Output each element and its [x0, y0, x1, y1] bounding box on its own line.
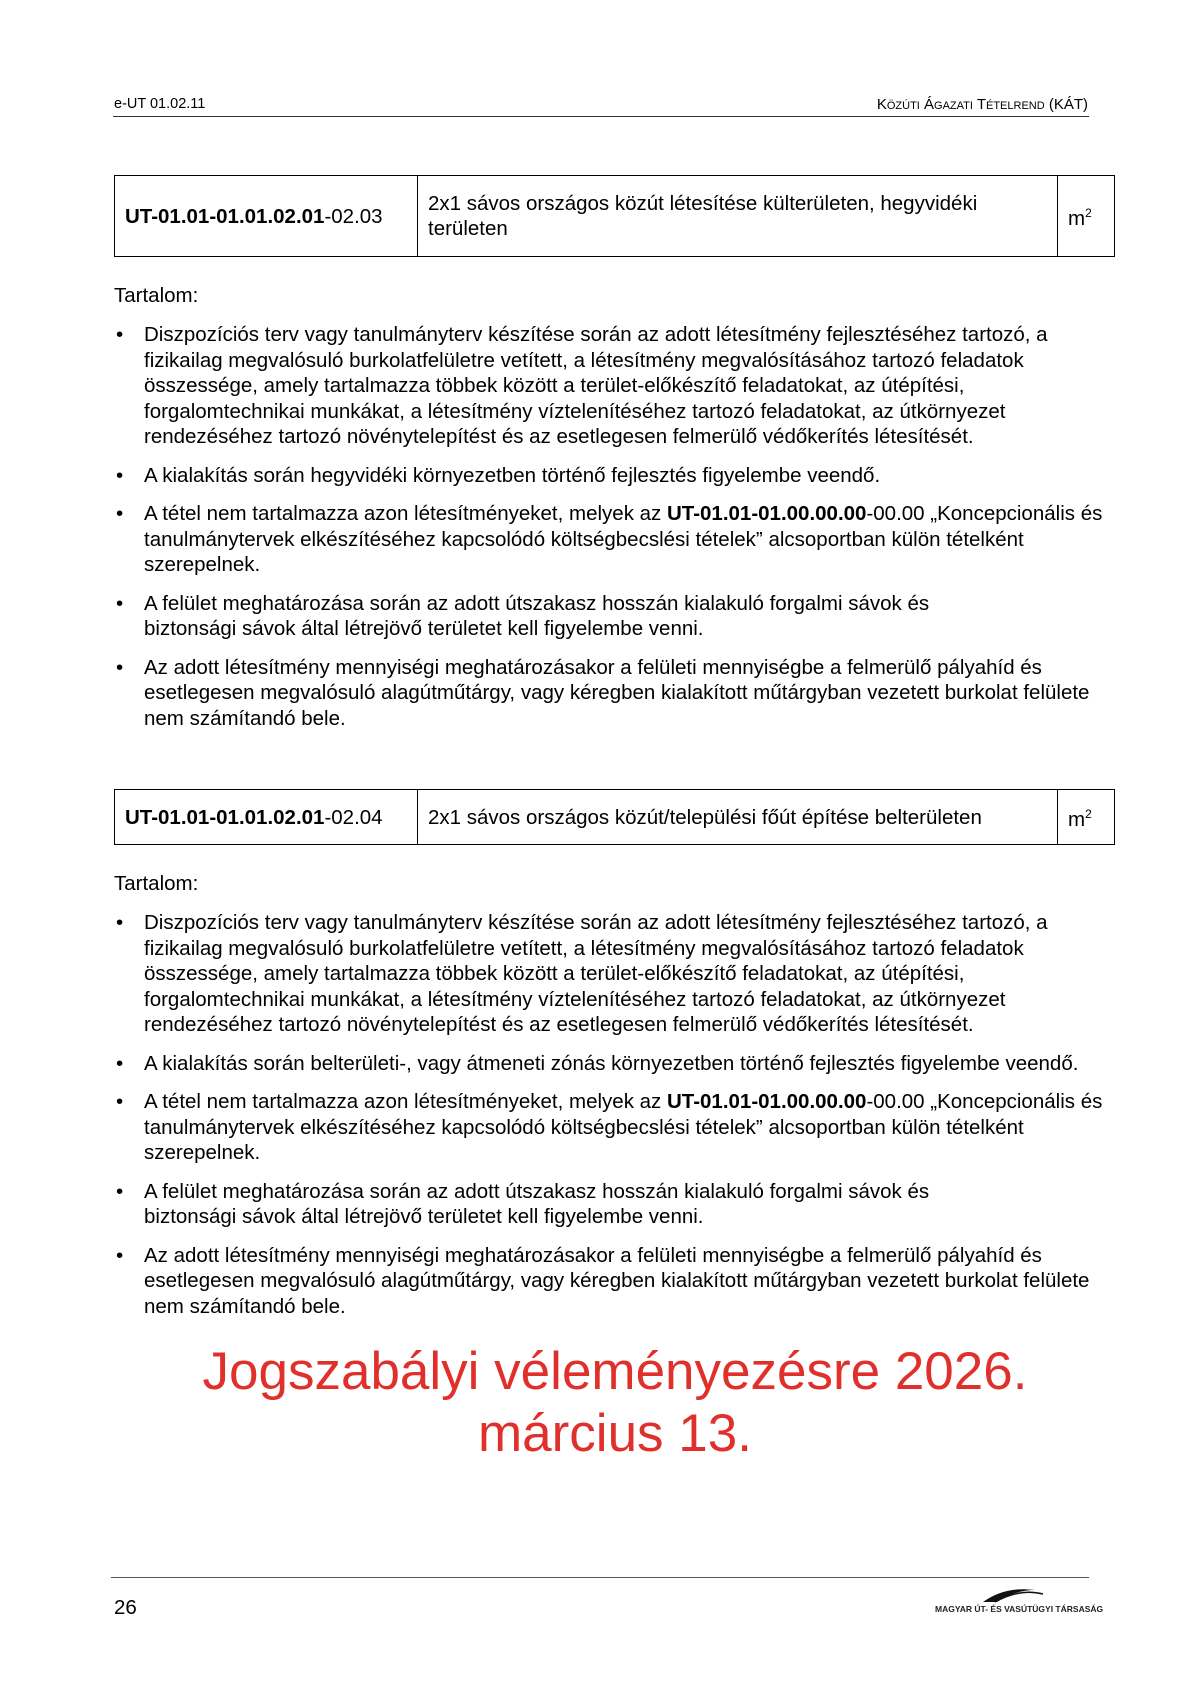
header-doc-title: Közúti Ágazati Tételrend (KÁT): [876, 96, 1088, 113]
main-content: [114, 175, 1116, 1465]
unit-base: m: [1068, 807, 1086, 831]
text: -00.00 „Koncepcionális és tanulmánytervek elkészítéséhez kapcsolódó költségbecslési tételek” alcsoportban külön tételként szerepelnek.: [144, 502, 1103, 576]
logo-swoosh-icon: [935, 1582, 1095, 1604]
footer-divider: [111, 1577, 1089, 1578]
item-title: 2x1 sávos országos közút létesítése külterületen, hegyvidéki területen: [418, 176, 1058, 257]
list-item: • Diszpozíciós terv vagy tanulmányterv készítése során az adott létesítmény fejlesztéséhez tartozó, a fizikailag megvalósuló burkolatfelületre vetített, a létesítmény megvalósításához tartozó feladatok összessége, amely tartalmazza többek között a terület-előkészítő feladatokat, az útépítési, forgalomtechnikai munkákat, a létesítmény víztelenítéséhez tartozó feladatokat, az útkörnyezet rendezéséhez tartozó növénytelepítést és az esetlegesen felmerülő védőkerítés létesítését.: [114, 322, 1104, 450]
list-item: • Az adott létesítmény mennyiségi meghatározásakor a felületi mennyiségbe a felmerülő pályahíd és esetlegesen megvalósuló alagútműtárgy, vagy kéregben kialakított műtárgyban vezetett burkolat felülete nem számítandó bele.: [114, 655, 1104, 732]
list-item: • A felület meghatározása során az adott útszakasz hosszán kialakuló forgalmi sávok és biztonsági sávok által létrejövő területet kell figyelembe venni.: [114, 1179, 1104, 1230]
content-list-1: [114, 322, 1104, 731]
logo-text: MAGYAR ÚT- ÉS VASÚTÜGYI TÁRSASÁG: [935, 1604, 1104, 1614]
list-item: [114, 501, 1104, 578]
text: A tétel nem tartalmazza azon létesítményeket, melyek az: [144, 502, 667, 525]
item-unit: [1058, 176, 1115, 257]
item-table-2: [114, 789, 1115, 845]
page-number: 26: [114, 1596, 137, 1619]
header-divider: [113, 116, 1089, 117]
list-item: • Az adott létesítmény mennyiségi meghatározásakor a felületi mennyiségbe a felmerülő pályahíd és esetlegesen megvalósuló alagútműtárgy, vagy kéregben kialakított műtárgyban vezetett burkolat felülete nem számítandó bele.: [114, 1243, 1104, 1320]
society-logo: [935, 1582, 1104, 1626]
unit-exponent: 2: [1085, 807, 1092, 822]
text: A tétel nem tartalmazza azon létesítményeket, melyek az: [144, 1090, 667, 1113]
unit-exponent: 2: [1085, 206, 1092, 221]
item-code-suffix: -02.04: [324, 805, 383, 829]
item-code-suffix: -02.03: [324, 204, 383, 228]
list-item: • Diszpozíciós terv vagy tanulmányterv készítése során az adott létesítmény fejlesztéséhez tartozó, a fizikailag megvalósuló burkolatfelületre vetített, a létesítmény megvalósításához tartozó feladatok összessége, amely tartalmazza többek között a terület-előkészítő feladatokat, az útépítési, forgalomtechnikai munkákat, a létesítmény víztelenítéséhez tartozó feladatokat, az útkörnyezet rendezéséhez tartozó növénytelepítést és az esetlegesen felmerülő védőkerítés létesítését.: [114, 910, 1104, 1038]
item-code-bold: UT-01.01-01.01.02.01: [125, 204, 325, 228]
content-label: Tartalom:: [114, 872, 199, 895]
content-label: Tartalom:: [114, 284, 199, 307]
unit-base: m: [1068, 206, 1086, 230]
item-reference: UT-01.01-01.00.00.00: [667, 1090, 867, 1113]
text: -00.00 „Koncepcionális és tanulmánytervek elkészítéséhez kapcsolódó költségbecslési tételek” alcsoportban külön tételként szerepelnek.: [144, 1090, 1103, 1164]
watermark-text: Jogszabályi véleményezésre 2026. március 13.: [202, 1342, 1028, 1463]
item-title: 2x1 sávos országos közút/települési főút építése belterületen: [418, 790, 1058, 845]
spacer: [114, 731, 1116, 789]
item-code: [115, 790, 418, 845]
item-table-1: [114, 175, 1115, 257]
watermark: [114, 1341, 1116, 1465]
header-doc-code: e-UT 01.02.11: [114, 96, 206, 112]
content-list-2: [114, 910, 1104, 1319]
list-item: • A felület meghatározása során az adott útszakasz hosszán kialakuló forgalmi sávok és biztonsági sávok által létrejövő területet kell figyelembe venni.: [114, 591, 1104, 642]
list-item: • A kialakítás során hegyvidéki környezetben történő fejlesztés figyelembe veendő.: [114, 463, 1104, 489]
item-code-bold: UT-01.01-01.01.02.01: [125, 805, 325, 829]
item-reference: UT-01.01-01.00.00.00: [667, 502, 867, 525]
list-item: [114, 1089, 1104, 1166]
list-item: • A kialakítás során belterületi-, vagy átmeneti zónás környezetben történő fejlesztés figyelembe veendő.: [114, 1051, 1104, 1077]
item-code: [115, 176, 418, 257]
item-unit: [1058, 790, 1115, 845]
